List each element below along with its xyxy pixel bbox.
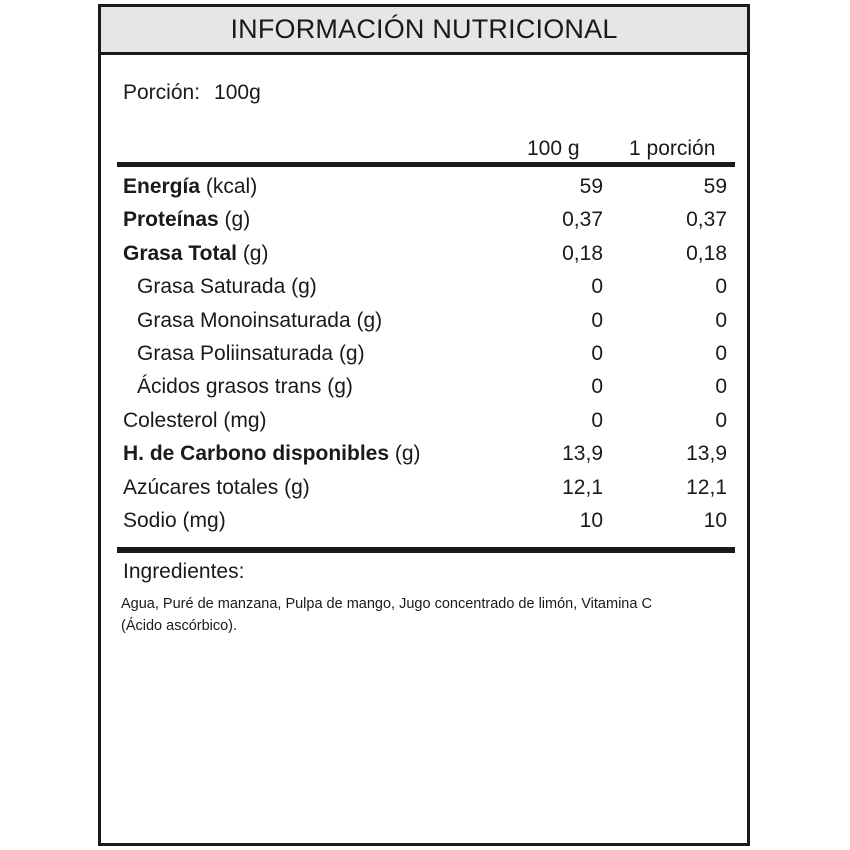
value-portion: 0 bbox=[715, 408, 727, 432]
value-portion: 0 bbox=[715, 308, 727, 332]
top-divider bbox=[117, 162, 735, 167]
value-portion: 59 bbox=[703, 175, 727, 198]
value-portion: 0 bbox=[715, 341, 727, 365]
nutrient-row-grasa-total bbox=[101, 237, 747, 270]
column-header-100g: 100 g bbox=[527, 137, 580, 160]
nutrient-name: Grasa Monoinsaturada (g) bbox=[137, 308, 383, 332]
nutrient-name: Proteínas (g) bbox=[123, 208, 251, 232]
value-100g: 0,18 bbox=[562, 241, 603, 265]
nutrient-name: H. de Carbono disponibles (g) bbox=[123, 442, 421, 466]
nutrient-row-grasa-poliinsaturada bbox=[101, 337, 747, 370]
nutrient-row-acidos-trans bbox=[101, 370, 747, 403]
nutrient-name: Grasa Saturada (g) bbox=[137, 275, 317, 299]
value-portion: 12,1 bbox=[686, 475, 727, 499]
nutrient-name: Grasa Total (g) bbox=[123, 241, 269, 265]
value-100g: 0 bbox=[591, 308, 603, 332]
nutrient-row-sodio bbox=[101, 504, 747, 537]
nutrient-name: Ácidos grasos trans (g) bbox=[137, 375, 353, 399]
value-portion: 0 bbox=[715, 275, 727, 299]
value-100g: 59 bbox=[579, 175, 603, 198]
portion-label: Porción: bbox=[123, 81, 201, 104]
value-100g: 10 bbox=[579, 508, 603, 532]
nutrient-rows bbox=[101, 170, 747, 537]
value-portion: 13,9 bbox=[686, 442, 727, 466]
value-100g: 13,9 bbox=[562, 442, 603, 466]
value-portion: 0,18 bbox=[686, 241, 727, 265]
nutrient-name: Azúcares totales (g) bbox=[123, 475, 310, 499]
label-title: INFORMACIÓN NUTRICIONAL bbox=[101, 7, 747, 55]
nutrient-row-grasa-monoinsaturada bbox=[101, 304, 747, 337]
nutrient-row-colesterol bbox=[101, 404, 747, 437]
nutrient-name: Colesterol (mg) bbox=[123, 408, 267, 432]
value-100g: 0 bbox=[591, 341, 603, 365]
value-portion: 10 bbox=[703, 508, 727, 532]
nutrient-name: Grasa Poliinsaturada (g) bbox=[137, 341, 365, 365]
value-100g: 0,37 bbox=[562, 208, 603, 232]
value-portion: 0,37 bbox=[686, 208, 727, 232]
value-100g: 0 bbox=[591, 275, 603, 299]
value-portion: 0 bbox=[715, 375, 727, 399]
value-100g: 0 bbox=[591, 408, 603, 432]
nutrient-row-energia bbox=[101, 170, 747, 203]
nutrient-row-grasa-saturada bbox=[101, 270, 747, 303]
column-header-portion: 1 porción bbox=[629, 137, 716, 160]
nutrient-row-azucares bbox=[101, 471, 747, 504]
nutrient-row-proteinas bbox=[101, 203, 747, 236]
ingredients-text: Agua, Puré de manzana, Pulpa de mango, Jugo concentrado de limón, Vitamina C (Ácido ascórbico). bbox=[121, 596, 652, 634]
bottom-divider bbox=[117, 547, 735, 553]
portion-value: 100g bbox=[214, 81, 261, 104]
nutrient-name: Sodio (mg) bbox=[123, 508, 226, 532]
nutrition-label bbox=[98, 4, 750, 846]
portion-line bbox=[123, 81, 261, 105]
value-100g: 12,1 bbox=[562, 475, 603, 499]
value-100g: 0 bbox=[591, 375, 603, 399]
ingredients-title: Ingredientes: bbox=[123, 560, 245, 583]
nutrient-name: Energía (kcal) bbox=[123, 175, 258, 198]
nutrient-row-carbohidratos bbox=[101, 437, 747, 470]
